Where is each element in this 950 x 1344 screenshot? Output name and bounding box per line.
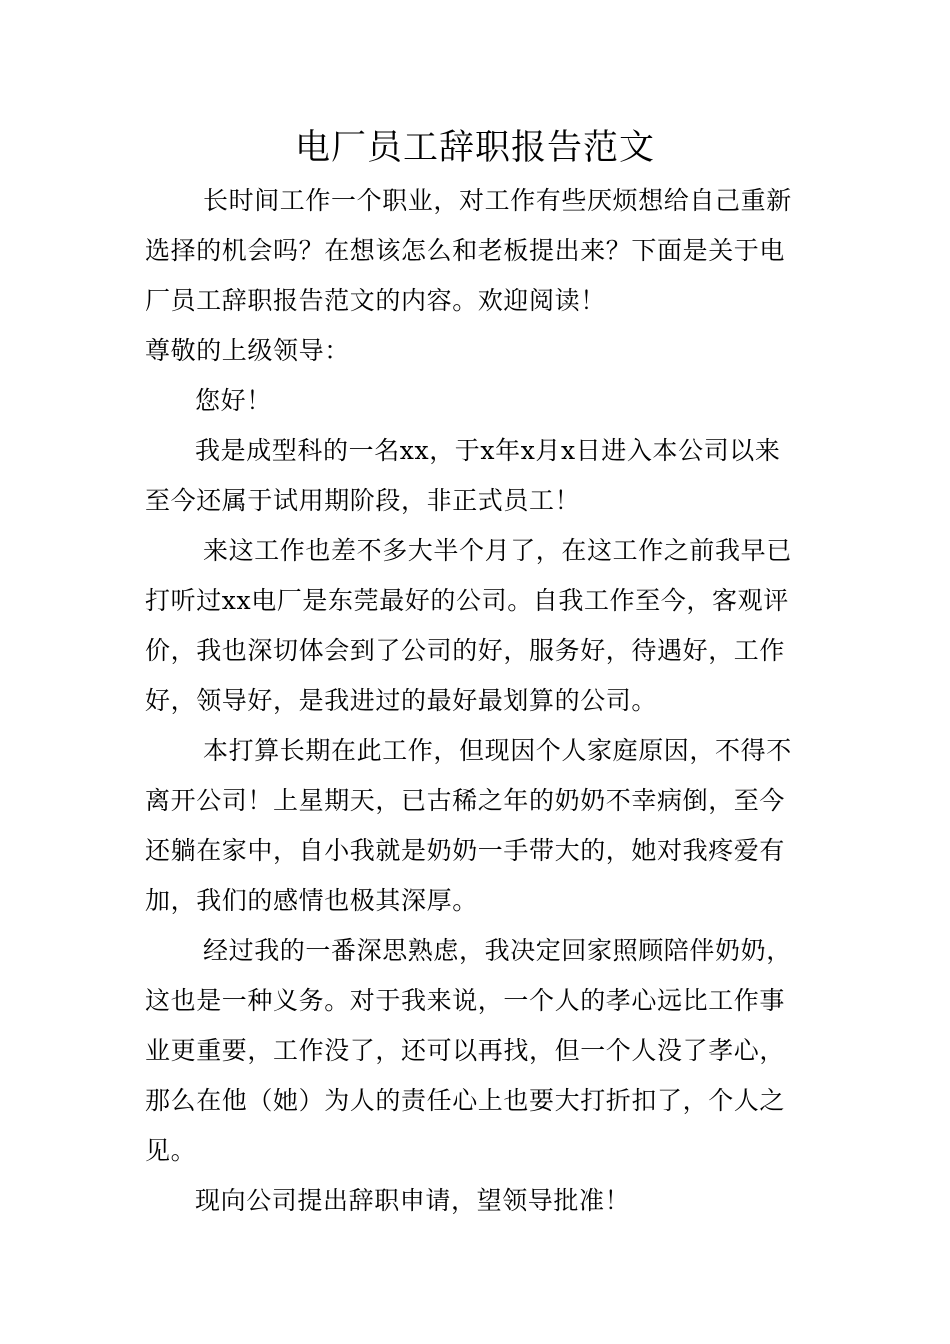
paragraph-2-line-2: 打听过xx电厂是东莞最好的公司。自我工作至今，客观评	[145, 586, 789, 615]
paragraph-4-line-2: 这也是一种义务。对于我来说，一个人的孝心远比工作事	[145, 986, 786, 1015]
paragraph-4-line-3: 业更重要，工作没了，还可以再找，但一个人没了孝心，	[145, 1036, 786, 1065]
greeting: 您好！	[195, 386, 272, 415]
paragraph-4-line-5: 见。	[145, 1136, 197, 1165]
paragraph-4-line-4: 那么在他（她）为人的责任心上也要大打折扣了，个人之	[145, 1086, 786, 1115]
paragraph-3-line-4: 加，我们的感情也极其深厚。	[145, 886, 478, 915]
salutation: 尊敬的上级领导：	[145, 336, 350, 365]
intro-line-3: 厂员工辞职报告范文的内容。欢迎阅读！	[145, 286, 606, 315]
document-title: 电厂员工辞职报告范文	[294, 128, 655, 168]
paragraph-3-line-1: 本打算长期在此工作，但现因个人家庭原因，不得不	[203, 736, 792, 765]
document-body	[145, 176, 815, 1226]
intro-line-1: 长时间工作一个职业，对工作有些厌烦想给自己重新	[203, 186, 792, 215]
paragraph-4-line-1: 经过我的一番深思熟虑，我决定回家照顾陪伴奶奶，	[203, 936, 792, 965]
paragraph-3-line-2: 离开公司！上星期天，已古稀之年的奶奶不幸病倒，至今	[145, 786, 786, 815]
intro-line-2: 选择的机会吗？在想该怎么和老板提出来？下面是关于电	[145, 236, 786, 265]
paragraph-1-line-2: 至今还属于试用期阶段，非正式员工！	[145, 486, 581, 515]
paragraph-2-line-4: 好，领导好，是我进过的最好最划算的公司。	[145, 686, 658, 715]
paragraph-3-line-3: 还躺在家中，自小我就是奶奶一手带大的，她对我疼爱有	[145, 836, 786, 865]
paragraph-2-line-1: 来这工作也差不多大半个月了，在这工作之前我早已	[203, 536, 792, 565]
paragraph-2-line-3: 价，我也深切体会到了公司的好，服务好，待遇好，工作	[145, 636, 786, 665]
paragraph-1-line-1: 我是成型科的一名xx，于x年x月x日进入本公司以来	[195, 436, 781, 465]
closing-line: 现向公司提出辞职申请，望领导批准！	[195, 1186, 631, 1215]
